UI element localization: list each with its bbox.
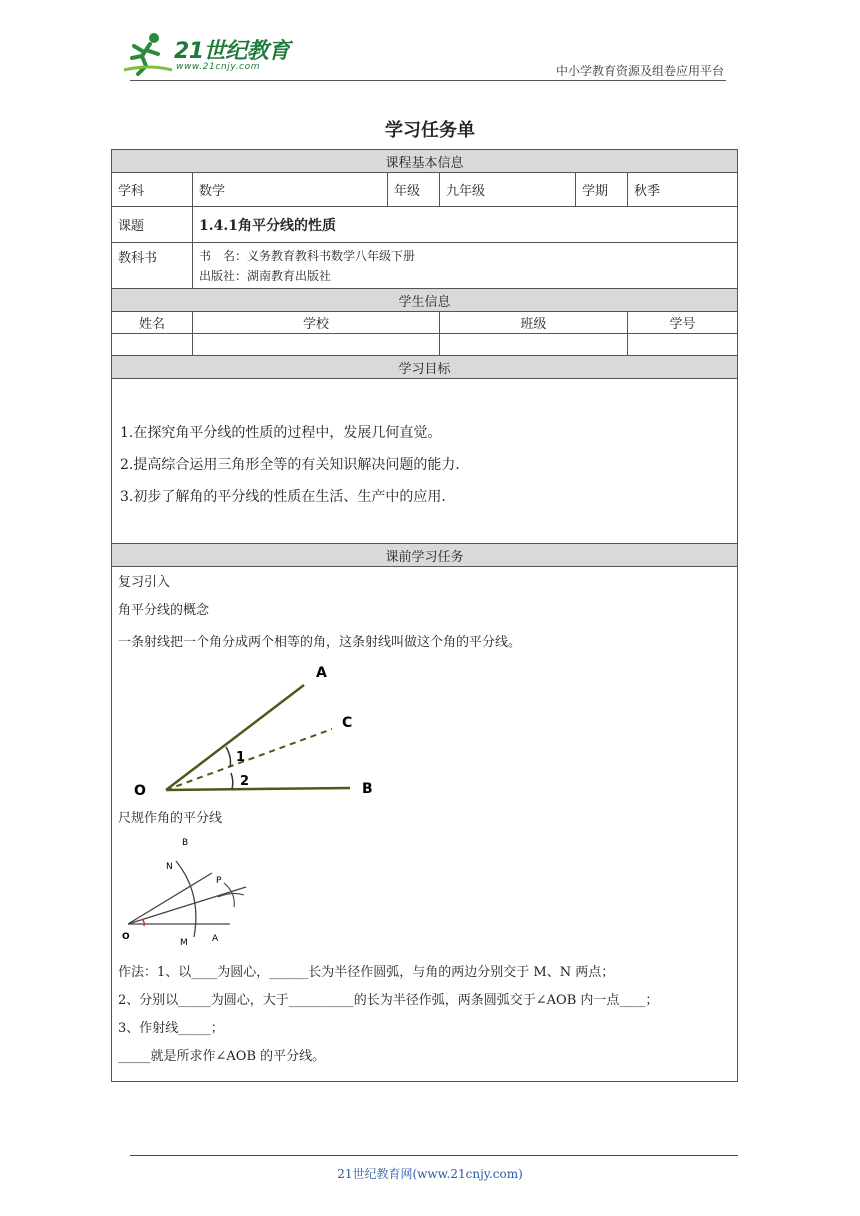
point-p-label: P — [216, 876, 222, 886]
name-cell[interactable] — [112, 334, 193, 356]
point-m-label: M — [180, 938, 188, 948]
point-a-label: A — [212, 934, 219, 944]
goal-item: 2.提高综合运用三角形全等的有关知识解决问题的能力. — [120, 457, 460, 473]
class-cell[interactable] — [440, 334, 628, 356]
point-b-label: B — [182, 838, 189, 848]
section-pre-class-tasks: 课前学习任务 — [112, 544, 738, 567]
construction-step-3: 3、作射线_____； — [118, 1021, 224, 1036]
grade-value: 九年级 — [440, 173, 576, 207]
textbook-value — [193, 243, 738, 289]
logo-url: www.21cnjy.com — [176, 62, 261, 72]
point-a-label: A — [316, 665, 327, 681]
angle-2-label: 2 — [240, 774, 250, 789]
subject-value: 数学 — [193, 173, 388, 207]
construction-step-1: 作法：1、以____为圆心，______长为半径作圆弧，与角的两边分别交于 M、N 两点； — [118, 965, 615, 980]
col-school: 学校 — [193, 312, 440, 334]
page-header — [0, 0, 860, 90]
point-n-label: N — [166, 862, 173, 872]
goal-item: 3.初步了解角的平分线的性质在生活、生产中的应用. — [120, 489, 446, 505]
footer-source[interactable]: 21世纪教育网(www.21cnjy.com) — [337, 1167, 523, 1181]
point-o-label: O — [122, 932, 130, 942]
construction-heading: 尺规作角的平分线 — [118, 811, 223, 826]
tasks-content — [112, 567, 738, 1082]
grade-label: 年级 — [388, 173, 440, 207]
platform-name: 中小学教育资源及组卷应用平台 — [555, 64, 724, 78]
goals-content — [112, 379, 738, 544]
angle-bisector-figure — [118, 665, 418, 805]
section-basic-info: 课程基本信息 — [112, 150, 738, 173]
term-value: 秋季 — [628, 173, 738, 207]
footer-divider — [130, 1155, 738, 1156]
runner-logo-icon — [124, 30, 174, 76]
task-sheet-table — [111, 149, 738, 1082]
school-cell[interactable] — [193, 334, 440, 356]
col-name: 姓名 — [112, 312, 193, 334]
point-c-label: C — [342, 715, 353, 731]
section-student-info: 学生信息 — [112, 289, 738, 312]
textbook-label: 教科书 — [112, 243, 193, 289]
term-label: 学期 — [576, 173, 628, 207]
col-class: 班级 — [440, 312, 628, 334]
header-divider — [130, 80, 726, 81]
logo-text: 21世纪教育 — [174, 39, 290, 64]
point-o-label: O — [134, 783, 146, 799]
student-id-cell[interactable] — [628, 334, 738, 356]
section-goals: 学习目标 — [112, 356, 738, 379]
construction-figure — [118, 833, 258, 953]
angle-1-label: 1 — [236, 750, 246, 765]
book-name: 书 名：义务教育教科书数学八年级下册 — [199, 248, 416, 263]
review-heading: 复习引入 — [118, 575, 171, 590]
goal-item: 1.在探究角平分线的性质的过程中，发展几何直觉。 — [120, 425, 442, 441]
construction-step-2: 2、分别以_____为圆心，大于__________的长为半径作弧，两条圆弧交于∠AOB 内一点____； — [118, 993, 659, 1008]
concept-heading: 角平分线的概念 — [118, 603, 210, 618]
page-title: 学习任务单 — [385, 120, 475, 141]
point-b-label: B — [362, 781, 373, 797]
topic-value: 1.4.1角平分线的性质 — [193, 207, 738, 243]
logo — [124, 30, 294, 78]
subject-label: 学科 — [112, 173, 193, 207]
book-publisher: 出版社：湖南教育出版社 — [199, 268, 332, 283]
topic-label: 课题 — [112, 207, 193, 243]
concept-definition: 一条射线把一个角分成两个相等的角，这条射线叫做这个角的平分线。 — [118, 635, 522, 650]
col-student-id: 学号 — [628, 312, 738, 334]
construction-step-4: _____就是所求作∠AOB 的平分线。 — [118, 1049, 326, 1064]
